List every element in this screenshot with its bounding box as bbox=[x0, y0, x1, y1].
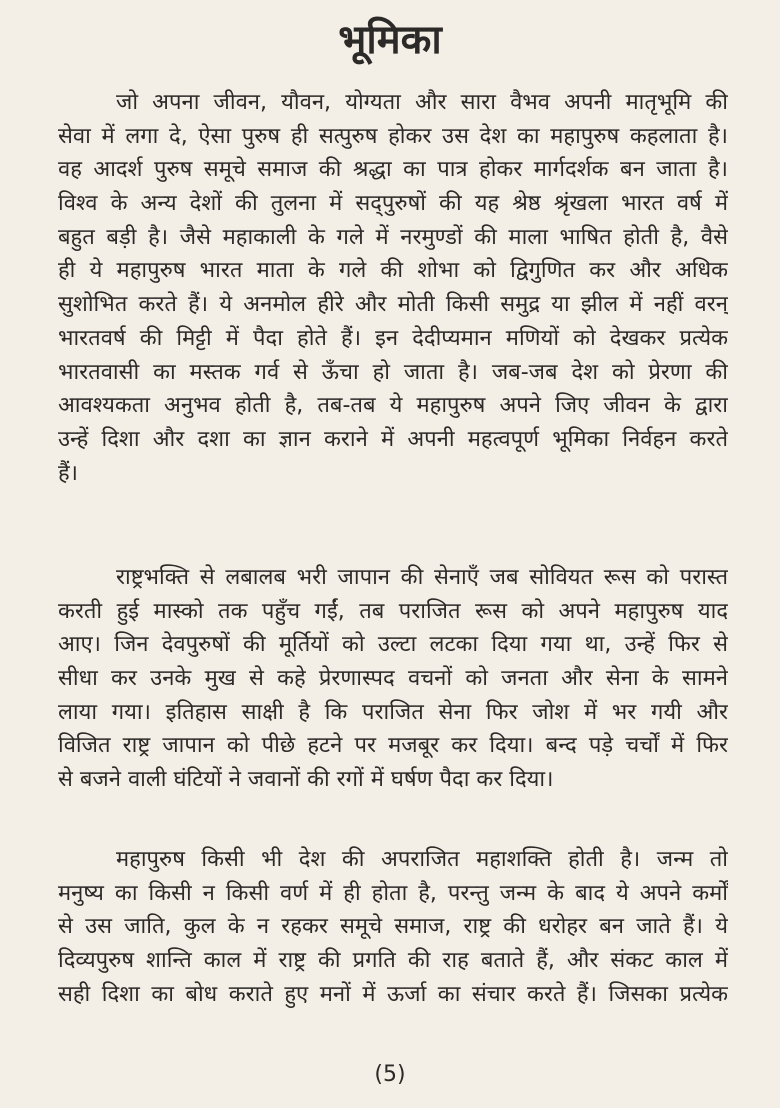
text-line: हैं। bbox=[58, 460, 79, 486]
text-line: सीधा कर उनके मुख से कहे प्रेरणास्पद वचनों को जनता और सेना के सामने bbox=[58, 666, 728, 692]
text-line: सही दिशा का बोध कराते हुए मनों में ऊर्जा का संचार करते हैं। जिसका प्रत्येक bbox=[58, 981, 728, 1007]
text-line: विजित राष्ट्र जापान को पीछे हटने पर मजबूर कर दिया। बन्द पड़े चर्चों में फिर bbox=[58, 733, 728, 759]
paragraph-1 bbox=[58, 86, 728, 490]
text-line: भारतवासी का मस्तक गर्व से ऊँचा हो जाता है। जब-जब देश को प्रेरणा की bbox=[58, 359, 728, 385]
text-line: बहुत बड़ी है। जैसे महाकाली के गले में नरमुण्डों की माला भाषित होती है, वैसे bbox=[58, 224, 728, 250]
text-line: सेवा में लगा दे, ऐसा पुरुष ही सत्पुरुष होकर उस देश का महापुरुष कहलाता है। bbox=[58, 123, 728, 149]
text-line: जो अपना जीवन, यौवन, योग्यता और सारा वैभव अपनी मातृभूमि की bbox=[116, 90, 728, 115]
text-line: विश्व के अन्य देशों की तुलना में सद्पुरुषों की यह श्रेष्ठ श्रृंखला भारत वर्ष में bbox=[58, 191, 728, 217]
text-line: ही ये महापुरुष भारत माता के गले की शोभा को द्विगुणित कर और अधिक bbox=[58, 258, 728, 284]
text-line: महापुरुष किसी भी देश की अपराजित महाशक्ति होती है। जन्म तो bbox=[116, 847, 728, 872]
text-line: आवश्यकता अनुभव होती है, तब-तब ये महापुरुष अपने जिए जीवन के द्वारा bbox=[58, 393, 728, 419]
text-line: वह आदर्श पुरुष समूचे समाज की श्रद्धा का पात्र होकर मार्गदर्शक बन जाता है। bbox=[58, 157, 728, 183]
text-line: भारतवर्ष की मिट्टी में पैदा होते हैं। इन देदीप्यमान मणियों को देखकर प्रत्येक bbox=[58, 325, 728, 351]
text-line: मनुष्य का किसी न किसी वर्ण में ही होता है, परन्तु जन्म के बाद ये अपने कर्मों bbox=[58, 880, 728, 906]
page-title: भूमिका bbox=[338, 17, 442, 63]
text-line: से बजने वाली घंटियों ने जवानों की रगों में घर्षण पैदा कर दिया। bbox=[58, 767, 554, 793]
text-line: उन्हें दिशा और दशा का ज्ञान कराने में अपनी महत्वपूर्ण भूमिका निर्वहन करते bbox=[58, 426, 728, 452]
text-line: राष्ट्रभक्ति से लबालब भरी जापान की सेनाएँ जब सोवियत रूस को परास्त bbox=[116, 565, 728, 590]
text-line: करती हुई मास्को तक पहुँच गईं, तब पराजित रूस को अपने महापुरुष याद bbox=[58, 598, 728, 624]
text-line: लाया गया। इतिहास साक्षी है कि पराजित सेना फिर जोश में भर गयी और bbox=[58, 699, 728, 725]
text-line: सुशोभित करते हैं। ये अनमोल हीरे और मोती किसी समुद्र या झील में नहीं वरन् bbox=[58, 292, 728, 318]
page-number: (5) bbox=[374, 1062, 406, 1087]
text-line: आए। जिन देवपुरुषों की मूर्तियों को उल्टा लटका दिया गया था, उन्हें फिर से bbox=[58, 632, 728, 658]
text-line: दिव्यपुरुष शान्ति काल में राष्ट्र की प्रगति की राह बताते हैं, और संकट काल में bbox=[58, 948, 728, 974]
paragraph-3 bbox=[58, 843, 728, 1011]
text-line: से उस जाति, कुल के न रहकर समूचे समाज, राष्ट्र की धरोहर बन जाते हैं। ये bbox=[58, 914, 728, 940]
paragraph-2 bbox=[58, 561, 728, 797]
